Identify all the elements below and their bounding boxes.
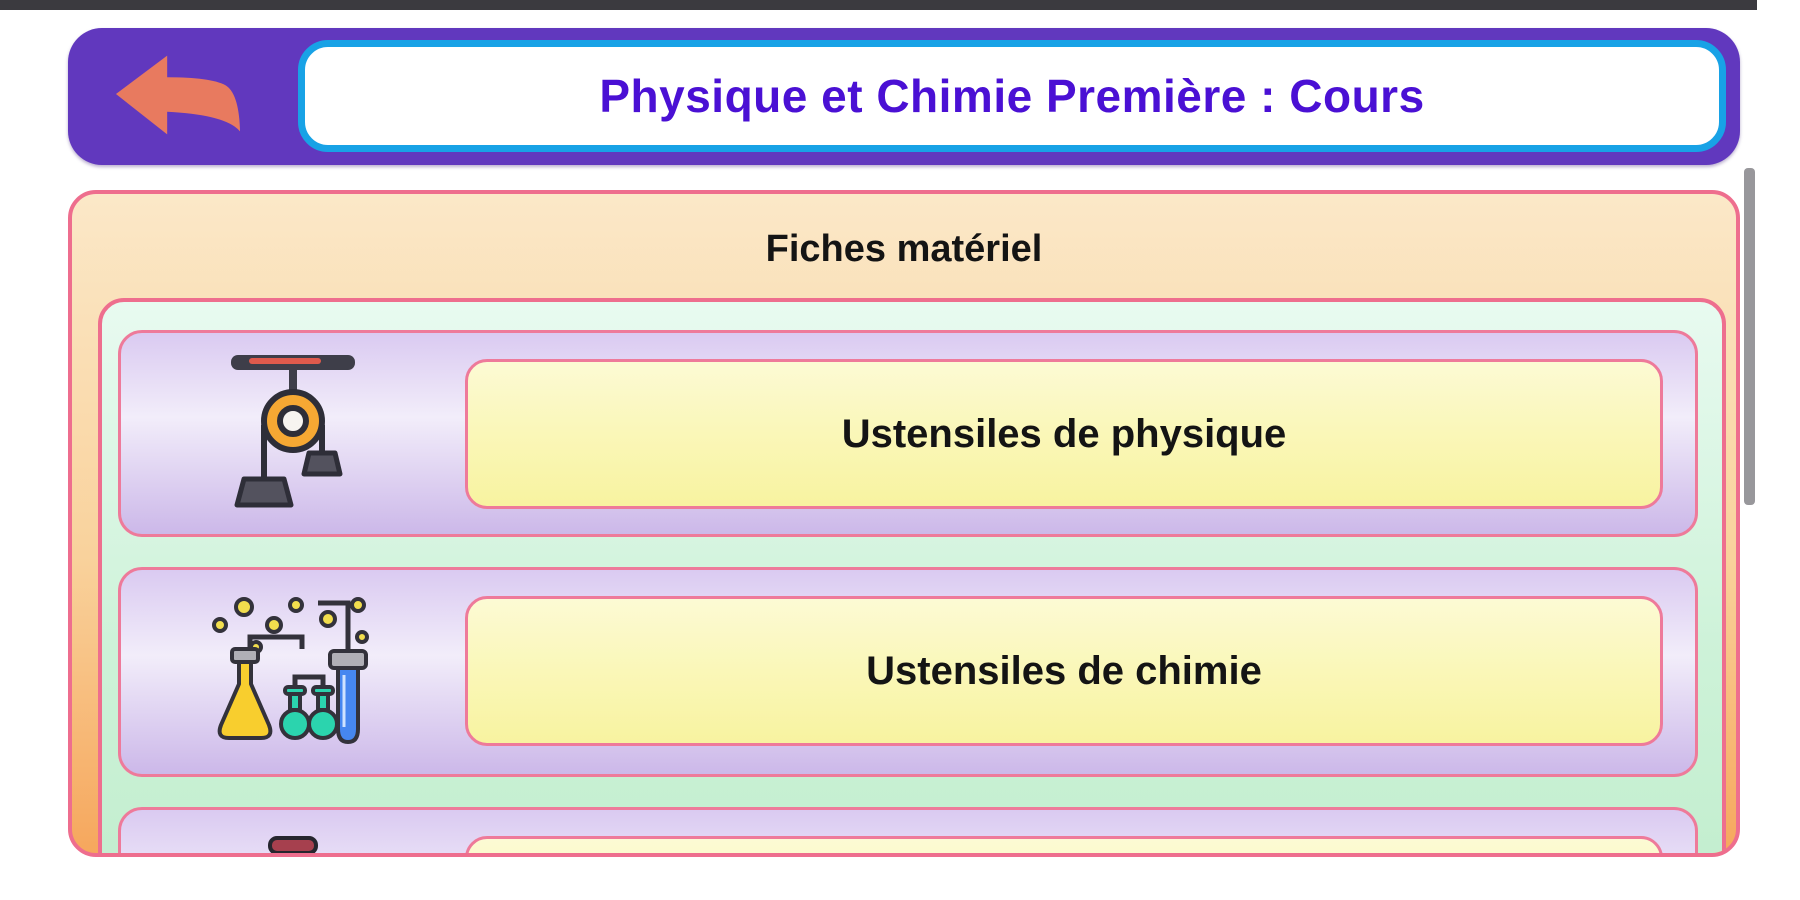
item-label: Ustensiles de physique (841, 411, 1287, 456)
item-label-box[interactable] (465, 836, 1663, 857)
header-bar (68, 28, 1740, 165)
page-title: Physique et Chimie Première : Cours (599, 70, 1425, 122)
list-item-partial[interactable] (118, 807, 1698, 857)
back-button[interactable] (98, 48, 258, 144)
list-item-ustensiles-chimie[interactable] (118, 567, 1698, 777)
back-arrow-icon (114, 52, 242, 141)
page-title-pill (298, 40, 1726, 152)
top-letterbox-strip (0, 0, 1757, 10)
chemistry-flasks-icon (206, 591, 381, 754)
icon-area (121, 810, 465, 857)
list-item-ustensiles-physique[interactable] (118, 330, 1698, 537)
card-title: Fiches matériel (765, 228, 1043, 270)
fiches-materiel-card (68, 190, 1740, 857)
scrollbar-thumb[interactable] (1744, 168, 1755, 505)
item-label: Ustensiles de chimie (866, 648, 1262, 693)
icon-area (121, 570, 465, 774)
item-label-box[interactable] (465, 359, 1663, 509)
items-list-container (98, 298, 1726, 857)
item-label-box[interactable] (465, 596, 1663, 746)
icon-area (121, 333, 465, 534)
partially-visible-icon (262, 810, 324, 857)
pulley-physics-icon (223, 351, 363, 516)
